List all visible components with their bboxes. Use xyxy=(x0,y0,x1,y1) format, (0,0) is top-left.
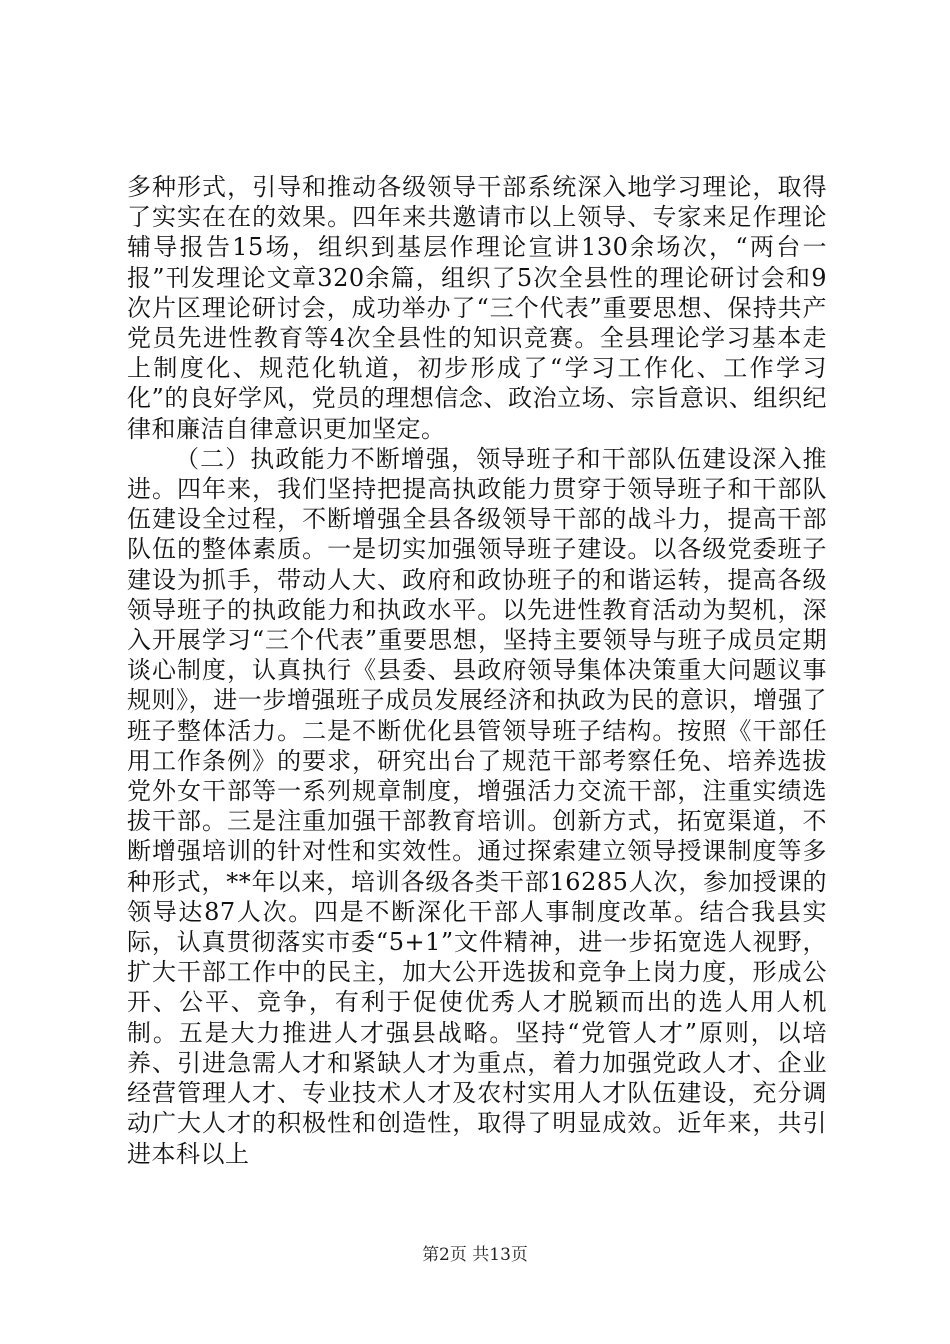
paragraph-theory-study: 多种形式，引导和推动各级领导干部系统深入地学习理论，取得了实实在在的效果。四年来共邀请市以上领导、专家来足作理论辅导报告15场，组织到基层作理论宣讲130余场次，“两台一报”刊发理论文章320余篇，组织了5次全县性的理论研讨会和9次片区理论研讨会，成功举办了“三个代表”重要思想、保持共产党员先进性教育等4次全县性的知识竞赛。全县理论学习基本走上制度化、规范化轨道，初步形成了“学习工作化、工作学习化”的良好学风，党员的理想信念、政治立场、宗旨意识、组织纪律和廉洁自律意识更加坚定。 xyxy=(127,173,827,443)
paragraph-governing-capacity: （二）执政能力不断增强，领导班子和干部队伍建设深入推进。四年来，我们坚持把提高执政能力贯穿于领导班子和干部队伍建设全过程，不断增强全县各级领导干部的战斗力，提高干部队伍的整体素质。一是切实加强领导班子建设。以各级党委班子建设为抓手，带动人大、政府和政协班子的和谐运转，提高各级领导班子的执政能力和执政水平。以先进性教育活动为契机，深入开展学习“三个代表”重要思想，坚持主要领导与班子成员定期谈心制度，认真执行《县委、县政府领导集体决策重大问题议事规则》，进一步增强班子成员发展经济和执政为民的意识，增强了班子整体活力。二是不断优化县管领导班子结构。按照《干部任用工作条例》的要求，研究出台了规范干部考察任免、培养选拔党外女干部等一系列规章制度，增强活力交流干部，注重实绩选拔干部。三是注重加强干部教育培训。创新方式，拓宽渠道，不断增强培训的针对性和实效性。通过探索建立领导授课制度等多种形式，**年以来，培训各级各类干部16285人次，参加授课的领导达87人次。四是不断深化干部人事制度改革。结合我县实际，认真贯彻落实市委“5+1”文件精神，进一步拓宽选人视野，扩大干部工作中的民主，加大公开选拔和竞争上岗力度，形成公开、公平、竞争，有利于促使优秀人才脱颖而出的选人用人机制。五是大力推进人才强县战略。坚持“党管人才”原则，以培养、引进急需人才和紧缺人才为重点，着力加强党政人才、企业经营管理人才、专业技术人才及农村实用人才队伍建设，充分调动广大人才的积极性和创造性，取得了明显成效。近年来，共引进本科以上 xyxy=(127,444,827,1168)
document-body xyxy=(127,172,827,1169)
page-footer: 第2页 共13页 xyxy=(422,1245,528,1265)
